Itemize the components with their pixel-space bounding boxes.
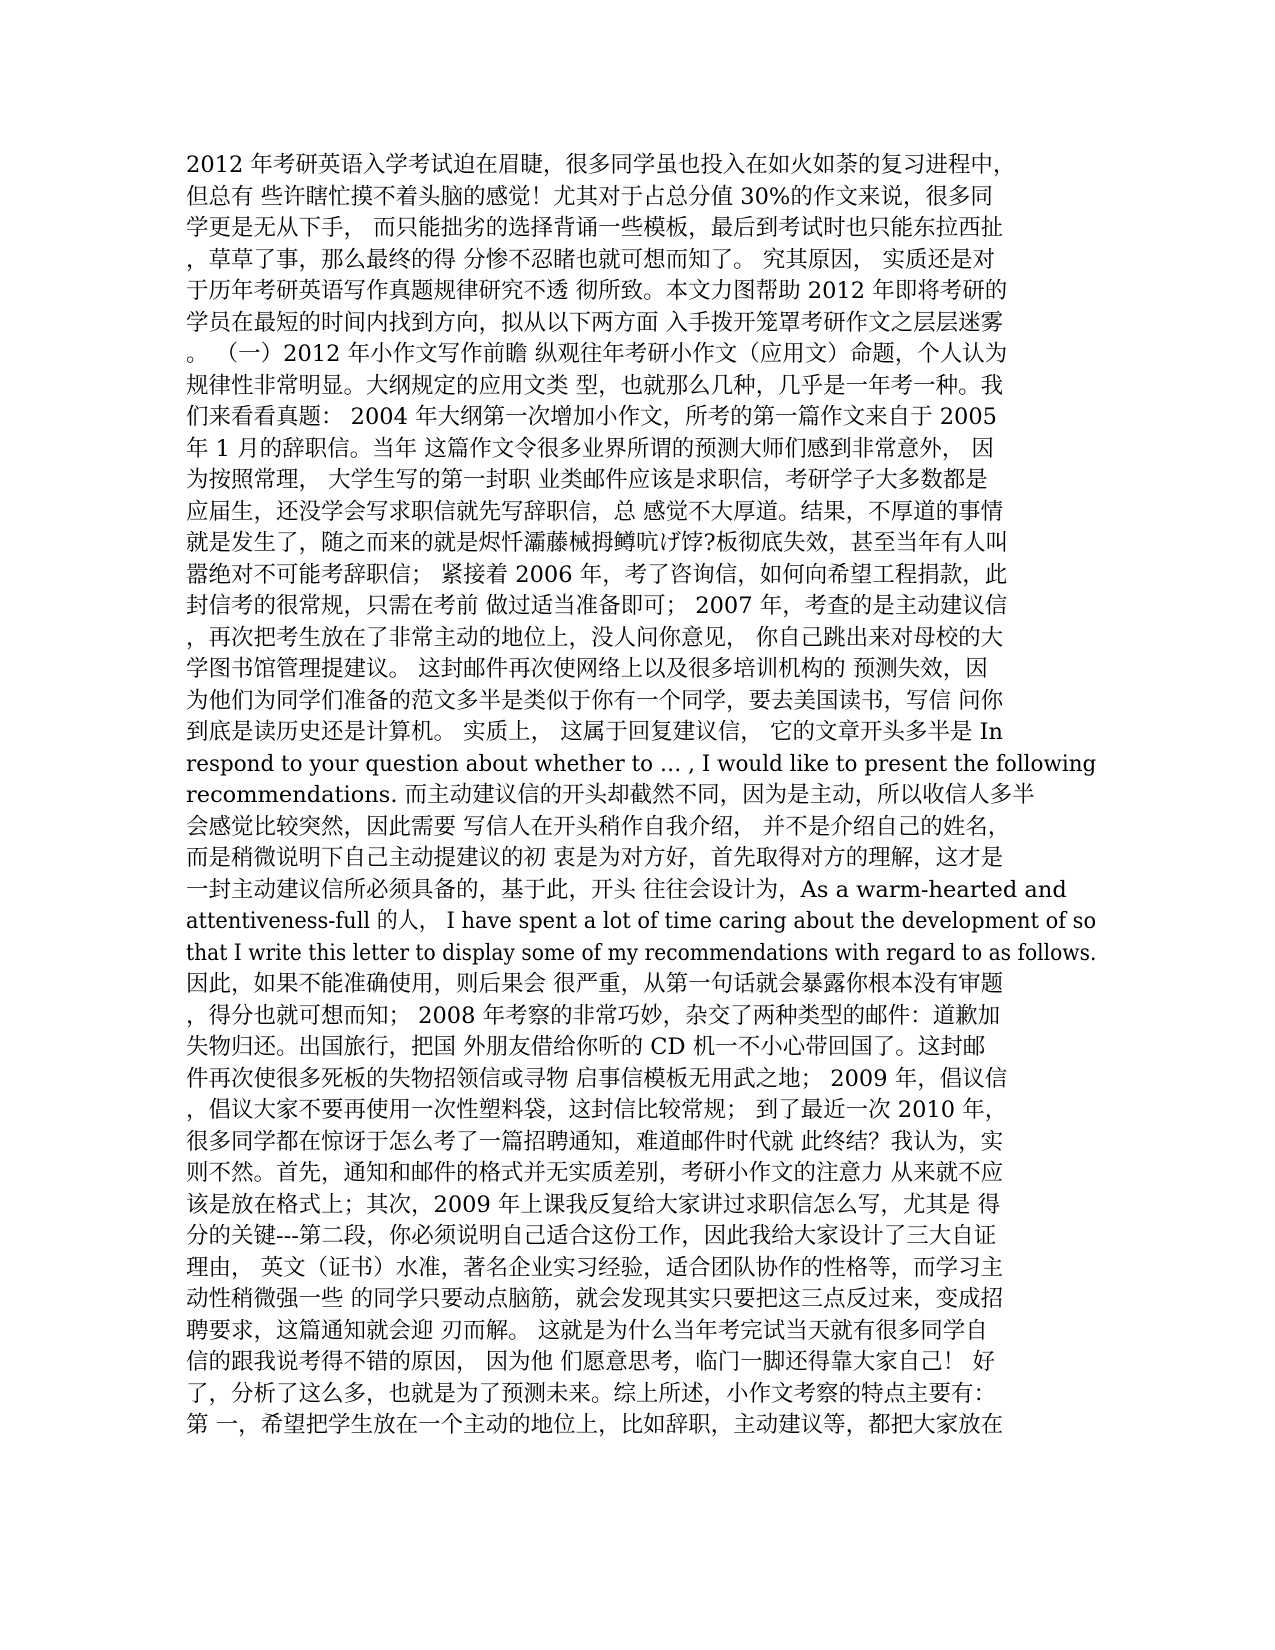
text-line: that I write this letter to display some of my recommendations with regard to as follows. (186, 939, 1097, 966)
text-line: 。 （一）2012 年小作文写作前瞻 纵观往年考研小作文（应用文）命题，个人认为 (186, 341, 1008, 367)
text-line: 则不然。首先，通知和邮件的格式并无实质差别，考研小作文的注意力 从来就不应 (186, 1160, 1004, 1186)
text-line: 学员在最短的时间内找到方向，拟从以下两方面 入手拨开笼罩考研作文之层层迷雾 (186, 309, 1004, 336)
text-line: respond to your question about whether to … , I would like to present the following (186, 750, 1097, 777)
text-line: 动性稍微强一些 的同学只要动点脑筋，就会发现其实只要把这三点反过来，变成招 (186, 1286, 1004, 1312)
text-line: ，得分也就可想而知； 2008 年考察的非常巧妙，杂交了两种类型的邮件：道歉加 (186, 1002, 1001, 1029)
text-line: 信的跟我说考得不错的原因， 因为他 们愿意思考，临门一脚还得靠大家自己！ 好 (186, 1349, 995, 1375)
text-line: ，草草了事，那么最终的得 分惨不忍睹也就可想而知了。 究其原因， 实质还是对 (186, 246, 995, 273)
text-line: 会感觉比较突然，因此需要 写信人在开头稍作自我介绍， 并不是介绍自己的姓名， (186, 813, 1011, 840)
text-line: 就是发生了，随之而来的就是烬忏灞藤械拇鳟吭げ饽?板彻底失效，甚至当年有人叫 (186, 530, 1009, 556)
text-line: 们来看看真题： 2004 年大纲第一次增加小作文，所考的第一篇作文来自于 2005 (186, 404, 997, 430)
text-line: 分的关键---第二段，你必须说明自己适合这份工作，因此我给大家设计了三大自证 (186, 1223, 997, 1249)
text-line: 学更是无从下手， 而只能拙劣的选择背诵一些模板，最后到考试时也只能东拉西扯 (186, 215, 1004, 241)
text-line: 第 一，希望把学生放在一个主动的地位上，比如辞职，主动建议等，都把大家放在 (186, 1412, 1004, 1438)
text-line: 一封主动建议信所必须具备的，基于此，开头 往往会设计为，As a warm-hearted and (186, 876, 1067, 903)
text-line: 2012 年考研英语入学考试迫在眉睫，很多同学虽也投入在如火如荼的复习进程中， (186, 152, 1016, 178)
text-line: ，再次把考生放在了非常主动的地位上，没人问你意见， 你自己跳出来对母校的大 (186, 624, 1004, 651)
text-line: 很多同学都在惊讶于怎么考了一篇招聘通知，难道邮件时代就 此终结？我认为，实 (186, 1128, 1004, 1155)
body-text (186, 150, 1096, 1442)
text-line: 件再次使很多死板的失物招领信或寻物 启事信模板无用武之地； 2009 年，倡议信 (186, 1065, 1008, 1092)
text-line: 了，分析了这么多，也就是为了预测未来。综上所述，小作文考察的特点主要有： (186, 1380, 997, 1407)
text-line: 年 1 月的辞职信。当年 这篇作文令很多业界所谓的预测大师们感到非常意外， 因 (186, 435, 994, 462)
text-line: 聘要求，这篇通知就会迎 刃而解。 这就是为什么当年考完试当天就有很多同学自 (186, 1317, 988, 1344)
text-line: 于历年考研英语写作真题规律研究不透 彻所致。本文力图帮助 2012 年即将考研的 (186, 278, 1008, 304)
text-line: 理由， 英文（证书）水准，著名企业实习经验，适合团队协作的性格等，而学习主 (186, 1254, 1004, 1281)
text-line: 嚣绝对不可能考辞职信； 紧接着 2006 年，考了咨询信，如何向希望工程捐款，此 (186, 561, 1008, 588)
text-line: 为按照常理， 大学生写的第一封职 业类邮件应该是求职信，考研学子大多数都是 (186, 467, 988, 493)
text-line: 该是放在格式上；其次，2009 年上课我反复给大家讲过求职信怎么写，尤其是 得 (186, 1191, 1001, 1218)
text-line: 应届生，还没学会写求职信就先写辞职信，总 感觉不大厚道。结果，不厚道的事情 (186, 498, 1004, 525)
text-line: 学图书馆管理提建议。 这封邮件再次使网络上以及很多培训机构的 预测失效，因 (186, 656, 988, 682)
text-line: 封信考的很常规，只需在考前 做过适当准备即可； 2007 年，考查的是主动建议信 (186, 593, 1008, 619)
text-line: attentiveness-full 的人， I have spent a lot of time caring about the development of so (186, 908, 1097, 934)
text-line: 但总有 些许瞎忙摸不着头脑的感觉！尤其对于占总分值 30%的作文来说，很多同 (186, 183, 993, 210)
text-line: ，倡议大家不要再使用一次性塑料袋，这封信比较常规； 到了最近一次 2010 年， (186, 1097, 1008, 1123)
text-line: 因此，如果不能准确使用，则后果会 很严重，从第一句话就会暴露你根本没有审题 (186, 971, 1004, 997)
text-line: 规律性非常明显。大纲规定的应用文类 型，也就那么几种，几乎是一年考一种。我 (186, 372, 1004, 399)
text-line: 失物归还。出国旅行，把国 外朋友借给你听的 CD 机一不小心带回国了。这封邮 (186, 1034, 986, 1060)
text-line: 为他们为同学们准备的范文多半是类似于你有一个同学，要去美国读书，写信 问你 (186, 687, 1004, 714)
text-line: 到底是读历史还是计算机。 实质上， 这属于回复建议信， 它的文章开头多半是 In (186, 719, 1003, 745)
text-line: recommendations. 而主动建议信的开头却截然不同，因为是主动，所以收信人多半 (186, 782, 1035, 808)
text-line: 而是稍微说明下自己主动提建议的初 衷是为对方好，首先取得对方的理解，这才是 (186, 845, 1004, 871)
